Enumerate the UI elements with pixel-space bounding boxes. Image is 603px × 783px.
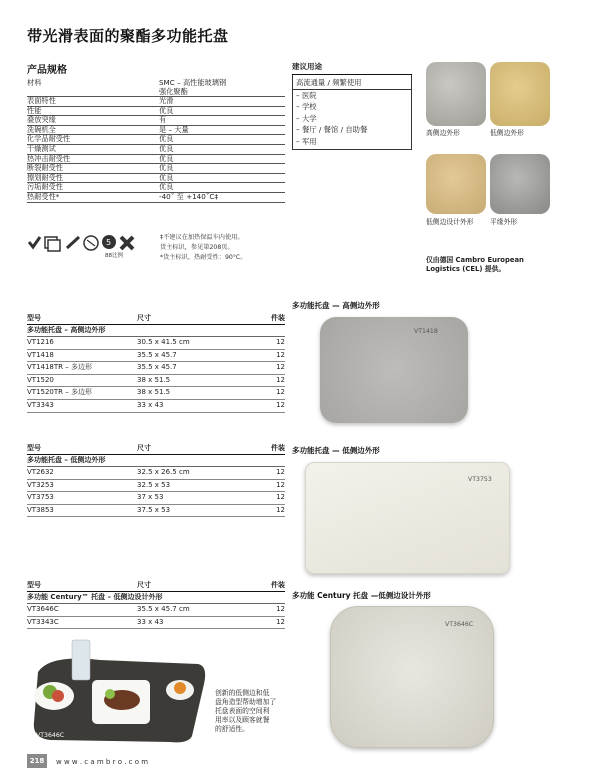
cell: 12 [276,338,285,346]
caption-line: 用率以及顾客就餐 [215,716,270,724]
cell: VT3853 [27,505,54,514]
cell: VT1520 [27,375,54,384]
table-row [27,617,285,630]
cell: 12 [276,350,285,359]
spec-value: SMC – 高性能玻璃钢 强化聚酯 [159,78,227,96]
spec-value: 是 – 大量 [159,124,189,134]
dishwasher-icon [84,236,98,250]
photo-high-side [426,62,486,126]
spec-value: 优良 [159,182,174,192]
cell: VT3253 [27,480,54,489]
spec-notes [160,233,290,263]
photo-caption-text [215,689,295,734]
table-row [27,350,285,363]
photo-caption: 低侧边外形 [490,129,524,137]
col-header: 件装 [271,314,285,322]
note-line: 货主标识，参见第208页。 [160,244,234,251]
spec-key: 性能 [27,105,42,115]
caption-line: 创新的低侧边和低 [215,689,270,697]
tray-label: VT1418 [414,328,438,335]
photo-flat-rim [490,154,550,214]
section-title: 多功能托盘 — 低侧边外形 [292,446,380,455]
cell: 35.5 x 45.7 [137,363,177,372]
note-line: ‡不建议在加热保温车内使用。 [160,234,244,241]
photo-low-side [490,62,550,126]
cell: 12 [276,505,285,514]
col-header: 型号 [27,444,41,452]
table-row [27,492,285,505]
model-table-1 [27,313,285,413]
photo-caption: 平缘外形 [490,218,518,226]
spec-key: 化学品耐受性 [27,134,71,144]
cell: 35.5 x 45.7 cm [137,605,190,613]
table-header [27,580,285,592]
col-header: 尺寸 [137,444,151,452]
spec-row [27,97,285,107]
model-table-3 [27,580,285,629]
table-row [27,467,285,480]
spec-value: 有 [159,115,167,125]
col-header: 尺寸 [137,581,151,589]
spec-row [27,155,285,165]
use-item: – 军用 [296,136,317,146]
cell: 30.5 x 41.5 cm [137,338,190,346]
cell: VT3753 [27,493,54,502]
cell: 12 [276,493,285,502]
section-title: 多功能 Century 托盘 —低侧边设计外形 [292,591,431,600]
page-title: 带光滑表面的聚酯多功能托盘 [27,27,229,45]
col-header: 型号 [27,581,41,589]
utensil-icon [67,237,79,248]
tray-label: VT3753 [468,476,492,483]
spec-key: 干燥测试 [27,143,56,153]
spec-key: 热冲击耐受性 [27,153,71,163]
icon-caption: 88比例 [105,253,123,259]
caption-line: 托盘表面的空间利 [215,707,270,715]
cell: 12 [276,363,285,372]
cel-note: 仅由德国 Cambro European Logistics (CEL) 提供。 [426,256,524,273]
cell: 12 [276,468,285,476]
col-header: 型号 [27,314,41,322]
cell: VT3343C [27,617,59,626]
temperature-badge-icon [102,235,116,249]
table-group: 多功能 Century™ 托盘 – 低侧边设计外形 [27,592,285,604]
table-row [27,337,285,350]
spec-value: 优良 [159,153,174,163]
spec-row [27,183,285,193]
spec-row [27,193,285,203]
cell: 32.5 x 26.5 cm [137,468,190,476]
spec-value: 优良 [159,134,174,144]
cell: VT1418 [27,350,54,359]
specs-heading: 产品规格 [27,65,67,76]
check-icon [29,237,40,247]
table-header [27,443,285,455]
page-number: 218 [27,754,47,768]
cell: 33 x 43 [137,400,164,409]
recommended-uses [292,61,412,150]
cell: 32.5 x 53 [137,480,171,489]
spec-key: 材料 [27,78,42,87]
cell: VT1216 [27,338,54,346]
cell: 12 [276,617,285,626]
photo-low-side-design [426,154,486,214]
table-row [27,375,285,388]
spec-value: 优良 [159,172,174,182]
col-header: 尺寸 [137,314,151,322]
website-link[interactable]: w w w . c a m b r o . c o m [56,758,149,766]
photo-caption: 低侧边设计外形 [426,218,474,226]
caption-line: 的舒适性。 [215,725,249,733]
feature-icons-svg [27,234,137,252]
stack-icon [45,237,60,251]
tray-label: VT3646C [445,621,474,628]
table-row [27,480,285,493]
cell: VT1418TR – 多边形 [27,363,92,372]
spec-row [27,164,285,174]
feature-icons [27,234,137,252]
cell: 12 [276,480,285,489]
svg-text:5: 5 [106,238,112,247]
spec-key: 擦划耐受性 [27,172,63,182]
use-item: – 医院 [296,90,317,100]
table-row [27,400,285,413]
spec-key: 断裂耐受性 [27,163,63,173]
spec-value: 光滑 [159,96,174,105]
spec-row [27,135,285,145]
spec-row [27,174,285,184]
food-photo-svg [30,632,210,744]
cell: 37 x 53 [137,493,164,502]
cell: 38 x 51.5 [137,375,171,384]
table-row [27,362,285,375]
use-item: – 大学 [296,113,317,123]
spec-key: 洗碗机全 [27,124,56,134]
tray-image-high-side [320,317,468,423]
spec-table [27,78,285,203]
no-icon [121,237,133,249]
spec-row [27,107,285,117]
cell: 37.5 x 53 [137,505,171,514]
table-header [27,313,285,325]
spec-value: -40˚ 至 +140˚C‡ [159,191,219,201]
spec-value: 优良 [159,163,174,173]
spec-key: 热耐受性* [27,191,60,201]
spec-key: 表面特性 [27,96,56,105]
cell: 12 [276,400,285,409]
col-header: 件装 [271,581,285,589]
spec-key: 叠放突缘 [27,115,56,125]
table-group: 多功能托盘 – 低侧边外形 [27,455,285,467]
cell: 33 x 43 [137,617,164,626]
spec-key: 污垢耐受性 [27,182,63,192]
cell: VT3646C [27,605,59,613]
table-row [27,505,285,518]
cell: 12 [276,375,285,384]
spec-value: 优良 [159,105,174,115]
cell: 35.5 x 45.7 [137,350,177,359]
cell: VT2632 [27,468,54,476]
model-table-2 [27,443,285,517]
spec-value: 优良 [159,143,174,153]
cell: VT1520TR – 多边形 [27,388,92,397]
spec-row [27,116,285,126]
uses-heading: 建议用途 [292,61,412,75]
photo-caption: 高侧边外形 [426,129,460,137]
section-title: 多功能托盘 — 高侧边外形 [292,301,380,310]
caption-line: 盘角造型帮助增加了 [215,698,277,706]
cell: 12 [276,388,285,397]
use-item: – 学校 [296,102,317,111]
cell: 12 [276,605,285,613]
table-row [27,604,285,617]
cell: VT3343 [27,400,54,409]
table-group: 多功能托盘 – 高侧边外形 [27,325,285,337]
cell: 38 x 51.5 [137,388,171,397]
photo-label: VT3646C [36,732,65,739]
table-row [27,387,285,400]
food-tray-photo [30,632,210,744]
use-item: – 餐厅 / 餐馆 / 自助餐 [296,125,368,134]
uses-list [292,75,412,150]
spec-row [27,78,285,97]
note-line: *货主标识，热耐受性：90°C。 [160,254,247,261]
uses-main: 高流通量 / 频繁使用 [293,77,411,90]
col-header: 件装 [271,444,285,452]
